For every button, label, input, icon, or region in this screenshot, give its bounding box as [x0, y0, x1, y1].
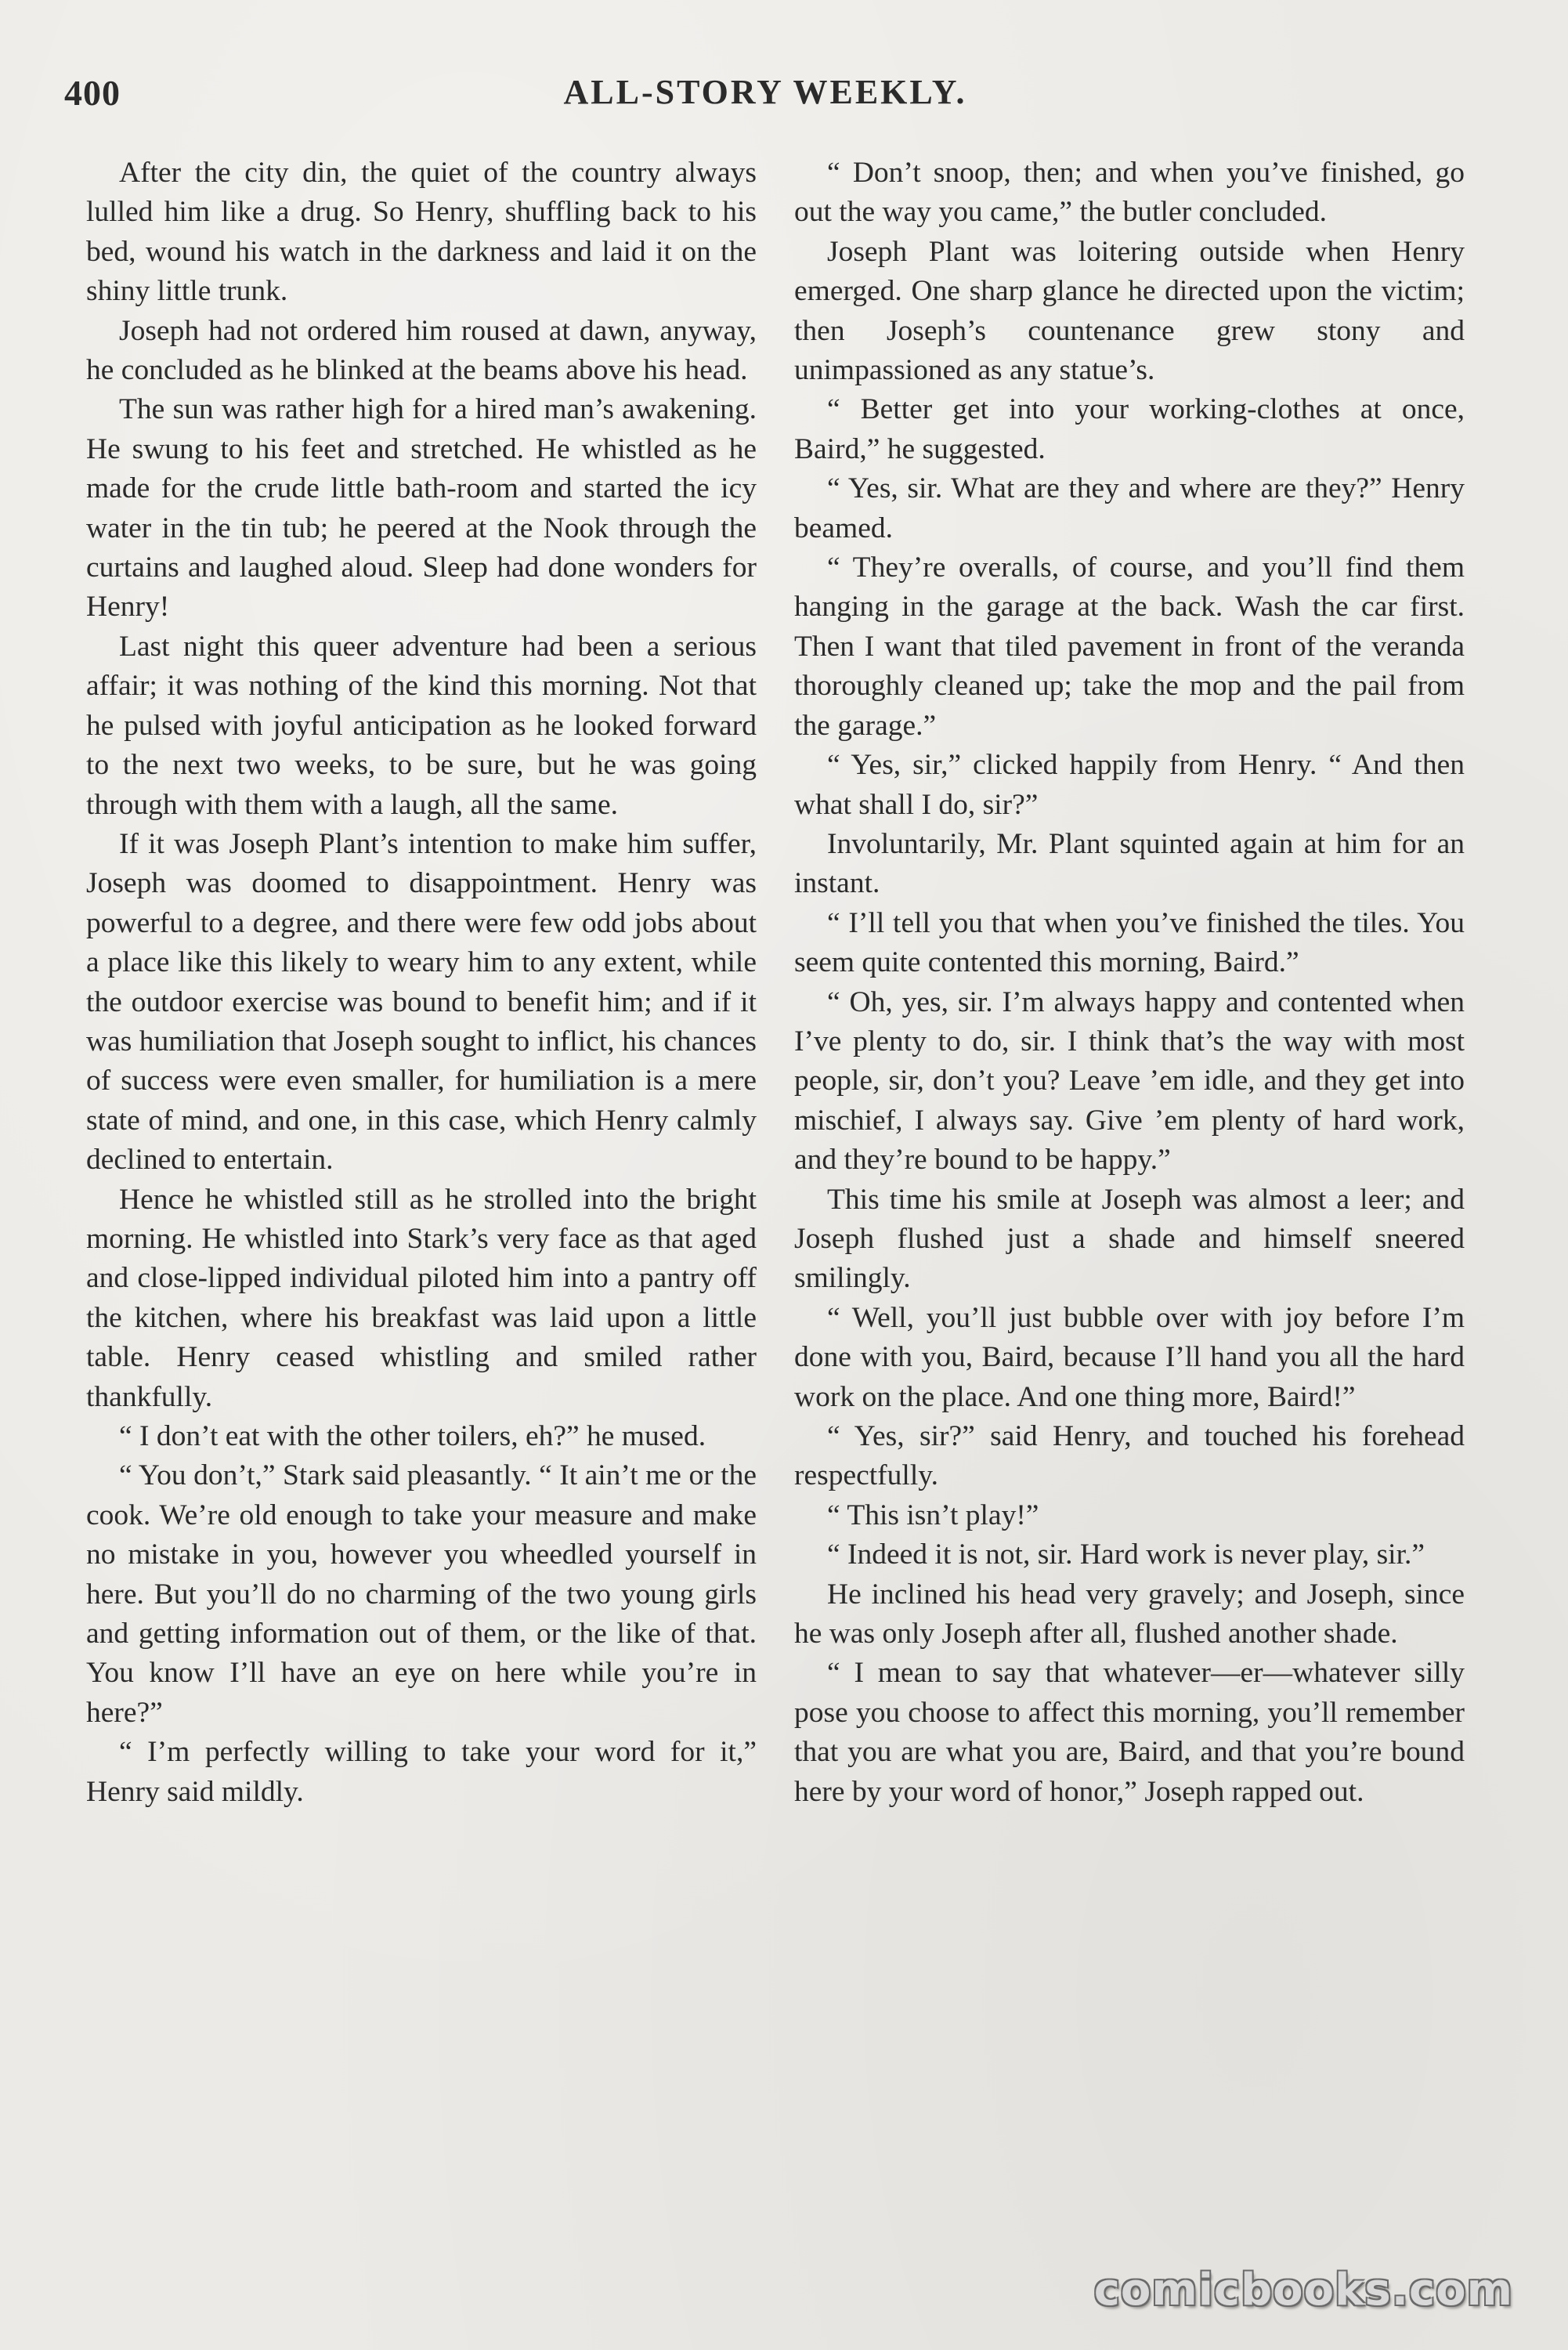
paragraph: Hence he whistled still as he strolled into the bright morning. He whistled into Stark’s very face as that aged and close-lipped individual piloted him into a pantry off the kitchen, where his breakfast was laid upon a little table. Henry ceased whistling and smiled rather thankfully. — [86, 1183, 757, 1413]
paragraph: “ Well, you’ll just bubble over with joy before I’m done with you, Baird, because I’ll hand you all the hard work on the place. And one thing more, Baird!” — [794, 1301, 1465, 1413]
paragraph: “ You don’t,” Stark said pleasantly. “ It ain’t me or the cook. We’re old enough to take your measure and make no mistake in you, however you wheedled yourself in here. But you’ll do no charming of the two young girls and getting information out of them, or the like of that. You know I’ll have an eye on here while you’re in here?” — [86, 1459, 757, 1729]
page-number: 400 — [64, 73, 121, 113]
paragraph: “ Yes, sir,” clicked happily from Henry. “ And then what shall I do, sir?” — [794, 749, 1465, 821]
paragraph: Joseph had not ordered him roused at dawn, anyway, he concluded as he blinked at the beams above his head. — [86, 314, 757, 387]
paragraph: “ I don’t eat with the other toilers, eh?” he mused. — [119, 1420, 706, 1452]
paragraph: “ This isn’t play!” — [827, 1499, 1039, 1531]
paragraph: “ I mean to say that whatever—er—whatever silly pose you choose to affect this morning, you’ll remember that you are what you are, Baird, and that you’re bound here by your word of honor,” Joseph rapped out. — [794, 1657, 1465, 1808]
running-title: ALL-STORY WEEKLY. — [563, 73, 967, 111]
paragraph: “ I’ll tell you that when you’ve finished the tiles. You seem quite contented this morning, Baird.” — [794, 906, 1465, 979]
paragraph: Joseph Plant was loitering outside when Henry emerged. One sharp glance he directed upon the victim; then Joseph’s countenance grew stony and unimpassioned as any statue’s. — [794, 235, 1465, 387]
paragraph: Involuntarily, Mr. Plant squinted again at him for an instant. — [794, 827, 1465, 900]
right-column — [794, 154, 1465, 1812]
paragraph: “ Don’t snoop, then; and when you’ve finished, go out the way you came,” the butler concluded. — [794, 157, 1465, 229]
paragraph: This time his smile at Joseph was almost a leer; and Joseph flushed just a shade and himself sneered smilingly. — [794, 1183, 1465, 1295]
paragraph: Last night this queer adventure had been a serious affair; it was nothing of the kind this morning. Not that he pulsed with joyful anticipation as he looked forward to the next two weeks, to be sure, but he was going through with them with a laugh, all the same. — [86, 630, 757, 821]
paragraph: After the city din, the quiet of the country always lulled him like a drug. So Henry, shuffling back to his bed, wound his watch in the darkness and laid it on the shiny little trunk. — [86, 157, 757, 308]
paragraph: “ Better get into your working-clothes at once, Baird,” he suggested. — [794, 393, 1465, 465]
paragraph: He inclined his head very gravely; and Joseph, since he was only Joseph after all, flushed another shade. — [794, 1578, 1465, 1650]
paragraph: If it was Joseph Plant’s intention to make him suffer, Joseph was doomed to disappointment. Henry was powerful to a degree, and there were few odd jobs about a place like this likely to weary him to any extent, while the outdoor exercise was bound to benefit him; and if it was humiliation that Joseph sought to inflict, his chances of success were even smaller, for humiliation is a mere state of mind, and one, in this case, which Henry calmly declined to entertain. — [86, 827, 757, 1177]
paragraph: “ Yes, sir. What are they and where are they?” Henry beamed. — [794, 472, 1465, 544]
paragraph: “ They’re overalls, of course, and you’ll find them hanging in the garage at the back. Wash the car first. Then I want that tiled pavement in front of the veranda thoroughly cleaned up; take the mop and the pail from the garage.” — [794, 551, 1465, 742]
paragraph: “ Oh, yes, sir. I’m always happy and contented when I’ve plenty to do, sir. I think that’s the way with most people, sir, don’t you? Leave ’em idle, and they get into mischief, I always say. Give ’em plenty of hard work, and they’re bound to be happy.” — [794, 985, 1465, 1177]
paragraph: “ I’m perfectly willing to take your word for it,” Henry said mildly. — [86, 1736, 757, 1808]
page-header — [64, 72, 1466, 127]
paragraph: “ Yes, sir?” said Henry, and touched his forehead respectfully. — [794, 1420, 1465, 1492]
site-watermark: comicbooks.com — [1093, 2265, 1513, 2316]
left-column — [86, 154, 757, 1812]
paragraph: “ Indeed it is not, sir. Hard work is never play, sir.” — [827, 1538, 1425, 1571]
paragraph: The sun was rather high for a hired man’s awakening. He swung to his feet and stretched. He whistled as he made for the crude little bath-room and started the icy water in the tin tub; he peered at the Nook through the curtains and laughed aloud. Sleep had done wonders for Henry! — [86, 393, 757, 624]
